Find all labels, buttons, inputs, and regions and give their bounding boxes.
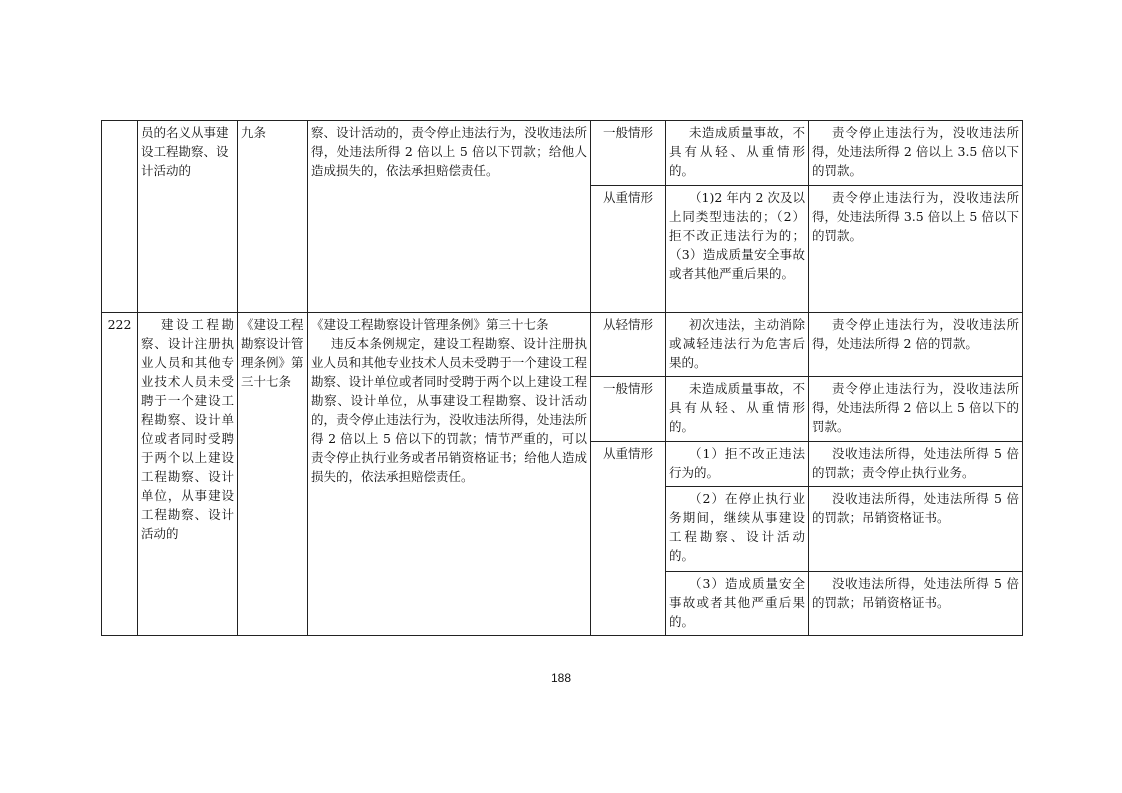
table-row	[102, 313, 1023, 377]
circumstance-description-cell: （1）拒不改正违法行为的。	[666, 442, 809, 487]
penalty-provision-title: 《建设工程勘察设计管理条例》第三十七条	[311, 317, 549, 332]
discretion-penalty-cell: 责令停止违法行为，没收违法所得，处违法所得 2 倍的罚款。	[809, 313, 1023, 377]
penalty-provision-text: 违反本条例规定，建设工程勘察、设计注册执业人员和其他专业技术人员未受聘于一个建设工程勘察、设计单位或者同时受聘于两个以上建设工程勘察、设计单位，从事建设工程勘察、设计活动的，责令停止违法行为，没收违法所得，处违法所得 2 倍以上 5 倍以下的罚款；情节严重的，可以责令停止执行业务或者吊销资格证书；给他人造成损失的，依法承担赔偿责任。	[311, 336, 587, 484]
circumstance-description-cell: （3）造成质量安全事故或者其他严重后果的。	[666, 572, 809, 636]
circumstance-label-cell: 从重情形	[591, 186, 666, 313]
discretion-penalty-cell: 责令停止违法行为，没收违法所得，处违法所得 2 倍以上 3.5 倍以下的罚款。	[809, 121, 1023, 186]
penalty-provision-cell: 察、设计活动的，责令停止违法行为，没收违法所得，处违法所得 2 倍以上 5 倍以下罚款；给他人造成损失的，依法承担赔偿责任。	[308, 121, 591, 313]
circumstance-label-cell: 从重情形	[591, 442, 666, 636]
penalty-provision-cell	[308, 313, 591, 636]
violation-behavior-cell: 员的名义从事建设工程勘察、设计活动的	[138, 121, 238, 313]
circumstance-description-cell: 未造成质量事故，不具有从轻、从重情形的。	[666, 377, 809, 442]
violation-behavior-cell: 建设工程勘察、设计注册执业人员和其他专业技术人员未受聘于一个建设工程勘察、设计单位或者同时受聘于两个以上建设工程勘察、设计单位，从事建设工程勘察、设计活动的	[138, 313, 238, 636]
circumstance-description-cell: 初次违法，主动消除或减轻违法行为危害后果的。	[666, 313, 809, 377]
discretion-penalty-cell: 没收违法所得，处违法所得 5 倍的罚款；责令停止执行业务。	[809, 442, 1023, 487]
legal-basis-cell: 《建设工程勘察设计管理条例》第三十七条	[238, 313, 308, 636]
circumstance-description-cell: （2）在停止执行业务期间，继续从事建设工程勘察、设计活动的。	[666, 487, 809, 572]
circumstance-label-cell: 一般情形	[591, 377, 666, 442]
discretion-penalty-cell: 责令停止违法行为，没收违法所得，处违法所得 2 倍以上 5 倍以下的罚款。	[809, 377, 1023, 442]
penalty-standards-table	[101, 120, 1023, 636]
row-number-cell: 222	[102, 313, 138, 636]
discretion-penalty-cell: 没收违法所得，处违法所得 5 倍的罚款；吊销资格证书。	[809, 487, 1023, 572]
circumstance-description-cell: 未造成质量事故，不具有从轻、从重情形的。	[666, 121, 809, 186]
circumstance-label-cell: 从轻情形	[591, 313, 666, 377]
discretion-penalty-cell: 责令停止违法行为，没收违法所得，处违法所得 3.5 倍以上 5 倍以下的罚款。	[809, 186, 1023, 313]
circumstance-description-cell: （1)2 年内 2 次及以上同类型违法的；（2）拒不改正违法行为的；（3）造成质量安全事故或者其他严重后果的。	[666, 186, 809, 313]
legal-basis-cell: 九条	[238, 121, 308, 313]
table-row	[102, 121, 1023, 186]
discretion-penalty-cell: 没收违法所得，处违法所得 5 倍的罚款；吊销资格证书。	[809, 572, 1023, 636]
row-number-cell	[102, 121, 138, 313]
page-number: 188	[550, 671, 572, 685]
circumstance-label-cell: 一般情形	[591, 121, 666, 186]
